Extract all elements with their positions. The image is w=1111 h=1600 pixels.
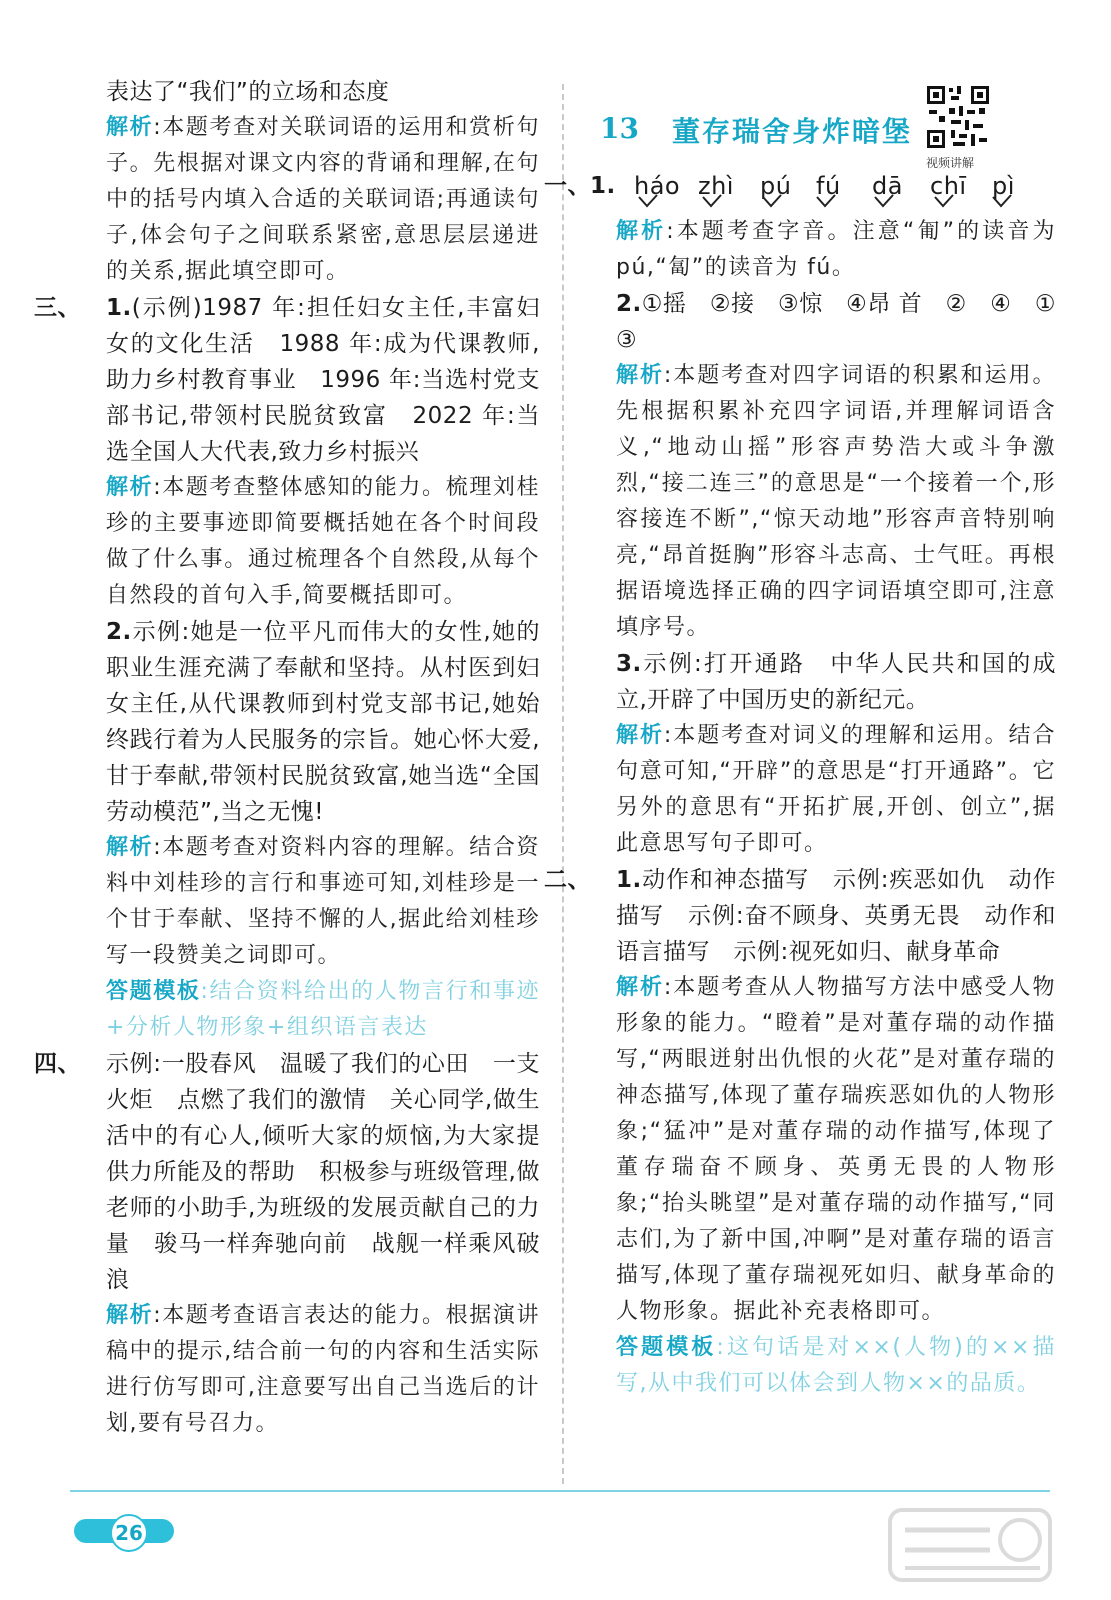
check-icon [874, 194, 894, 208]
analysis-2: 解析:本题考查整体感知的能力。梳理刘桂珍的主要事迹即简要概括她在各个时间段做了什么事。通过梳理各个自然段,从每个自然段的首句入手,简要概括即可。 [106, 475, 540, 608]
analysis-r1: 解析:本题考查字音。注意“匍”的读音为pú,“匐”的读音为 fú。 [616, 219, 1056, 280]
page-number: 26 [110, 1514, 148, 1552]
footer-rule [70, 1490, 1050, 1492]
pinyin-item: háo [634, 172, 681, 200]
check-icon [762, 194, 782, 208]
column-divider [562, 84, 564, 1484]
answer-template-1: 答题模板:结合资料给出的人物言行和事迹+分析人物形象+组织语言表达 [106, 979, 540, 1040]
section-1-marker: 一、 [544, 173, 591, 199]
section-3-item-2: 2.示例:她是一位平凡而伟大的女性,她的职业生涯充满了奉献和坚持。从村医到妇女主任,从代课教师到村党支部书记,她始终践行着为人民服务的宗旨。她心怀大爱,甘于奉献,带领村民脱贫致富,她当选“全国劳动模范”,当之无愧! [106, 619, 540, 825]
left-column [34, 74, 540, 1442]
section-3-marker: 三、 [34, 295, 81, 321]
section-1-item-2: 2.①摇 ②接 ③惊 ④昂 首 ② ④ ① ③ [616, 291, 1080, 353]
lesson-header [600, 102, 1020, 170]
watermark-logo-icon [880, 1500, 1060, 1590]
analysis-1: 解析:本题考查对关联词语的运用和赏析句子。先根据对课文内容的背诵和理解,在句中的括号内填入合适的关联词语;再通读句子,体会句子之间联系紧密,意思层层递进的关系,据此填空即可。 [106, 115, 540, 284]
qr-code-icon[interactable] [925, 84, 991, 150]
analysis-4: 解析:本题考查语言表达的能力。根据演讲稿中的提示,结合前一句的内容和生活实际进行仿写即可,注意要写出自己当选后的计划,要有号召力。 [106, 1303, 540, 1436]
pinyin-item: fú [816, 172, 841, 200]
analysis-r4: 解析:本题考查从人物描写方法中感受人物形象的能力。“瞪着”是对董存瑞的动作描写,“两眼迸射出仇恨的火花”是对董存瑞的神态描写,体现了董存瑞疾恶如仇的人物形象;“猛冲”是对董存瑞的动作描写,体现了董存瑞奋不顾身、英勇无畏的人物形象;“抬头眺望”是对董存瑞的动作描写,“同志们,为了新中国,冲啊”是对董存瑞的语言描写,体现了董存瑞视死如归、献身革命的人物形象。据此补充表格即可。 [616, 975, 1056, 1324]
check-icon [638, 194, 658, 208]
right-column [544, 168, 1080, 1402]
paragraph-continuation: 表达了“我们”的立场和态度 [106, 79, 390, 105]
section-2-item-1: 二、 1.动作和神态描写 示例:疾恶如仇 动作描写 示例:奋不顾身、英勇无畏 动作和语言描写 示例:视死如归、献身革命 [580, 862, 1056, 970]
section-1-item-1: 一、 1. háo zhì pú fú dā chī pì [580, 168, 1056, 214]
pinyin-item: pú [760, 172, 792, 200]
section-4-marker: 四、 [34, 1051, 81, 1077]
pinyin-item: pì [992, 172, 1015, 200]
check-icon [702, 194, 722, 208]
section-3-item-1: 三、 1.(示例)1987 年:担任妇女主任,丰富妇女的文化生活 1988 年:成为代课教师,助力乡村教育事业 1996 年:当选村党支部书记,带领村民脱贫致富 2022 年:当选全国人大代表,致力乡村振兴 [70, 290, 540, 470]
analysis-3: 解析:本题考查对资料内容的理解。结合资料中刘桂珍的言行和事迹可知,刘桂珍是一个甘于奉献、坚持不懈的人,据此给刘桂珍写一段赞美之词即可。 [106, 835, 540, 968]
qr-label: 视频讲解 [926, 156, 975, 170]
check-icon [934, 194, 954, 208]
section-2-marker: 二、 [544, 867, 591, 893]
section-4: 四、 示例:一股春风 温暖了我们的心田 一支火炬 点燃了我们的激情 关心同学,做生活中的有心人,倾听大家的烦恼,为大家提供力所能及的帮助 积极参与班级管理,做老师的小助手,为班级的发展贡献自己的力量 骏马一样奔驰向前 战舰一样乘风破浪 [70, 1046, 540, 1298]
analysis-r3: 解析:本题考查对词义的理解和运用。结合句意可知,“开辟”的意思是“打开通路”。它另外的意思有“开拓扩展,开创、创立”,据此意思写句子即可。 [616, 723, 1056, 856]
pinyin-item: chī [930, 172, 967, 200]
pinyin-item: dā [872, 172, 903, 200]
check-icon [992, 194, 1012, 208]
answer-template-2: 答题模板:这句话是对××(人物)的××描写,从中我们可以体会到人物××的品质。 [616, 1335, 1056, 1396]
section-1-item-3: 3.示例:打开通路 中华人民共和国的成立,开辟了中国历史的新纪元。 [616, 651, 1056, 713]
pinyin-item: zhì [698, 172, 734, 200]
check-icon [816, 194, 836, 208]
analysis-r2: 解析:本题考查对四字词语的积累和运用。先根据积累补充四字词语,并理解词语含义,“地动山摇”形容声势浩大或斗争激烈,“接二连三”的意思是“一个接着一个,形容接连不断”,“惊天动地”形容声音特别响亮,“昂首挺胸”形容斗志高、士气旺。再根据语境选择正确的四字词语填空即可,注意填序号。 [616, 363, 1056, 640]
lesson-number: 13 [600, 112, 639, 145]
lesson-title: 董存瑞舍身炸暗堡 [672, 115, 913, 148]
